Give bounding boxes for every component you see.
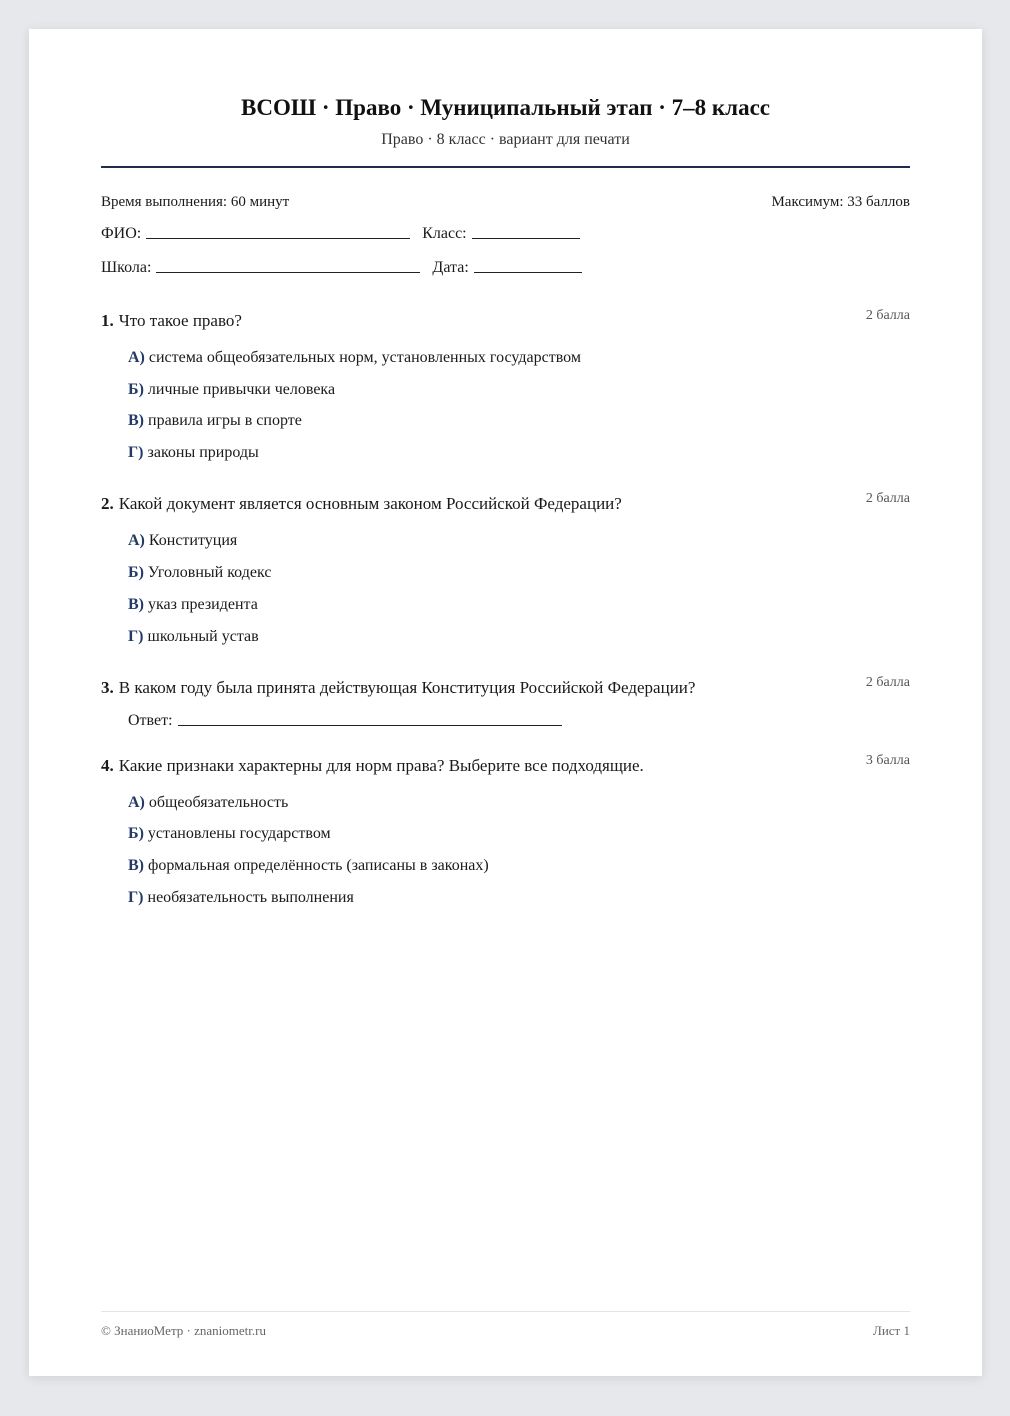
page-content xyxy=(101,29,910,1376)
page-subtitle: Право · 8 класс · вариант для печати xyxy=(381,131,630,148)
fio-class-row xyxy=(101,225,592,243)
option-letter: В) xyxy=(128,412,144,429)
question-points: 2 балла xyxy=(865,675,910,690)
fio-label: ФИО: xyxy=(101,225,142,242)
question-text: Какой документ является основным законом Российской Федерации? xyxy=(118,494,622,513)
option-a[interactable] xyxy=(128,794,288,812)
option-text: школьный устав xyxy=(147,628,259,645)
option-text: система общеобязательных норм, установленных государством xyxy=(148,349,581,366)
question-3 xyxy=(101,675,910,729)
class-label: Класс: xyxy=(422,225,467,242)
question-heading xyxy=(101,753,910,776)
option-d[interactable] xyxy=(128,628,259,646)
option-d[interactable] xyxy=(128,889,354,907)
max-score: Максимум: 33 баллов xyxy=(771,194,910,210)
question-2 xyxy=(101,491,910,645)
option-text: указ президента xyxy=(148,596,258,613)
option-b[interactable] xyxy=(128,381,335,399)
footer-copyright: © ЗнаниоМетр · znaniometr.ru xyxy=(101,1323,266,1338)
page-sheet xyxy=(29,29,982,1376)
option-c[interactable] xyxy=(128,412,302,430)
question-heading xyxy=(101,675,910,698)
option-d[interactable] xyxy=(128,444,259,462)
option-text: законы природы xyxy=(147,444,259,461)
question-number: 4. xyxy=(101,756,114,775)
answer-row xyxy=(128,712,562,730)
question-number: 1. xyxy=(101,311,114,330)
question-1 xyxy=(101,308,910,461)
question-number: 2. xyxy=(101,494,114,513)
question-4 xyxy=(101,753,910,906)
question-number: 3. xyxy=(101,678,114,697)
option-text: формальная определённость (записаны в законах) xyxy=(148,857,489,874)
question-text: Что такое право? xyxy=(118,311,242,330)
option-letter: Б) xyxy=(128,564,144,581)
class-field[interactable] xyxy=(472,237,580,239)
date-label: Дата: xyxy=(432,259,469,276)
question-text: Какие признаки характерны для норм права? Выберите все подходящие. xyxy=(118,756,644,775)
option-letter: А) xyxy=(128,349,145,366)
footer-page-number: Лист 1 xyxy=(873,1323,910,1338)
option-letter: Г) xyxy=(128,628,144,645)
option-a[interactable] xyxy=(128,532,237,550)
option-letter: В) xyxy=(128,857,144,874)
question-points: 2 балла xyxy=(865,308,910,323)
option-b[interactable] xyxy=(128,825,331,843)
time-limit: Время выполнения: 60 минут xyxy=(101,194,290,210)
option-letter: В) xyxy=(128,596,144,613)
page-title: ВСОШ · Право · Муниципальный этап · 7–8 класс xyxy=(241,95,770,120)
date-field[interactable] xyxy=(474,271,582,273)
footer-divider xyxy=(101,1311,910,1312)
option-text: личные привычки человека xyxy=(147,381,336,398)
answer-label: Ответ: xyxy=(128,712,173,729)
question-points: 2 балла xyxy=(865,491,910,506)
option-text: установлены государством xyxy=(147,825,331,842)
option-text: Уголовный кодекс xyxy=(147,564,272,581)
question-text: В каком году была принята действующая Конституция Российской Федерации? xyxy=(118,678,696,697)
school-field[interactable] xyxy=(156,271,420,273)
option-a[interactable] xyxy=(128,349,581,367)
option-letter: Г) xyxy=(128,889,144,906)
option-text: Конституция xyxy=(148,532,238,549)
fio-field[interactable] xyxy=(146,237,410,239)
question-heading xyxy=(101,308,910,331)
school-date-row xyxy=(101,259,594,277)
option-letter: Б) xyxy=(128,825,144,842)
option-text: правила игры в спорте xyxy=(148,412,302,429)
option-c[interactable] xyxy=(128,857,489,875)
option-letter: Г) xyxy=(128,444,144,461)
option-letter: А) xyxy=(128,532,145,549)
option-text: необязательность выполнения xyxy=(147,889,354,906)
question-points: 3 балла xyxy=(865,753,910,768)
option-c[interactable] xyxy=(128,596,258,614)
header-divider xyxy=(101,166,910,168)
option-letter: А) xyxy=(128,794,145,811)
option-text: общеобязательность xyxy=(148,794,289,811)
option-b[interactable] xyxy=(128,564,271,582)
question-heading xyxy=(101,491,910,514)
option-letter: Б) xyxy=(128,381,144,398)
school-label: Школа: xyxy=(101,259,152,276)
answer-field[interactable] xyxy=(178,725,562,726)
